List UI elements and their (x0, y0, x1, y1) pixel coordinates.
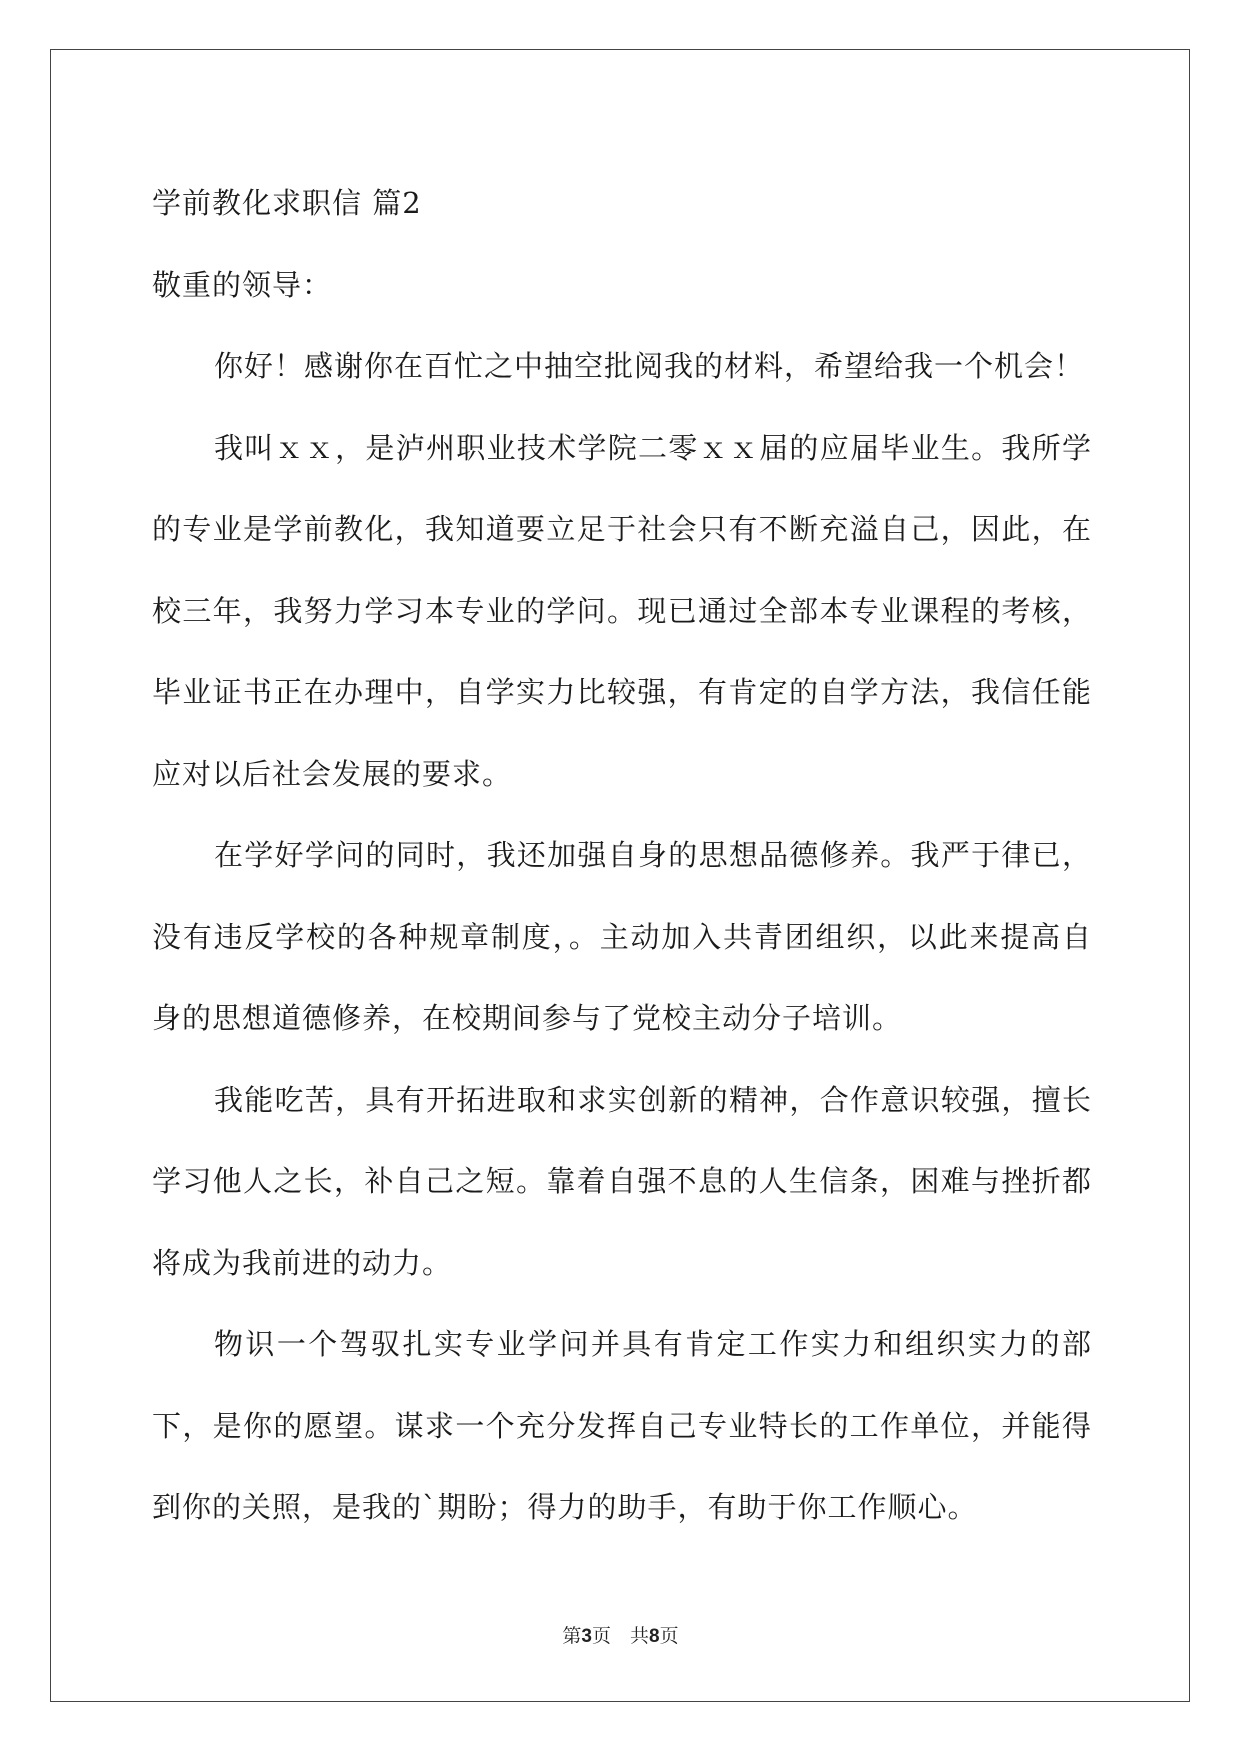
page-label-prefix: 第 (562, 1625, 582, 1647)
paragraph-character: 在学好学问的同时，我还加强自身的思想品德修养。我严于律已，没有违反学校的各种规章制度，。主动加入共青团组织，以此来提高自身的思想道德修养，在校期间参与了党校主动分子培训。 (152, 838, 1092, 1035)
paragraph-greeting: 你好！感谢你在百忙之中抽空批阅我的材料，希望给我一个机会！ (214, 349, 1085, 383)
paragraph-abilities: 我能吃苦，具有开拓进取和求实创新的精神，合作意识较强，擅长学习他人之长，补自己之短。靠着自强不息的人生信条，困难与挫折都将成为我前进的动力。 (152, 1082, 1092, 1280)
page-label-suffix: 页 (659, 1625, 679, 1647)
paragraph-closing: 物识一个驾驭扎实专业学问并具有肯定工作实力和组织实力的部下，是你的愿望。谋求一个充分发挥自己专业特长的工作单位，并能得到你的关照，是我的`期盼；得力的助手，有助于你工作顺心。 (152, 1327, 1092, 1524)
page-label-mid: 页 共 (591, 1625, 649, 1647)
paragraph-introduction: 我叫ｘｘ，是泸州职业技术学院二零ｘｘ届的应届毕业生。我所学的专业是学前教化，我知道要立足于社会只有不断充溢自己，因此，在校三年，我努力学习本专业的学问。现已通过全部本专业课程的考核，毕业证书正在办理中，自学实力比较强，有肯定的自学方法，我信任能应对以后社会发展的要求。 (152, 430, 1092, 791)
page-footer (0, 1621, 1241, 1648)
document-body (152, 163, 1092, 1549)
page-total: 8 (649, 1626, 660, 1647)
salutation: 敬重的领导： (152, 267, 333, 302)
document-heading: 学前教化求职信 篇2 (152, 186, 422, 220)
page-number: 3 (581, 1626, 592, 1647)
